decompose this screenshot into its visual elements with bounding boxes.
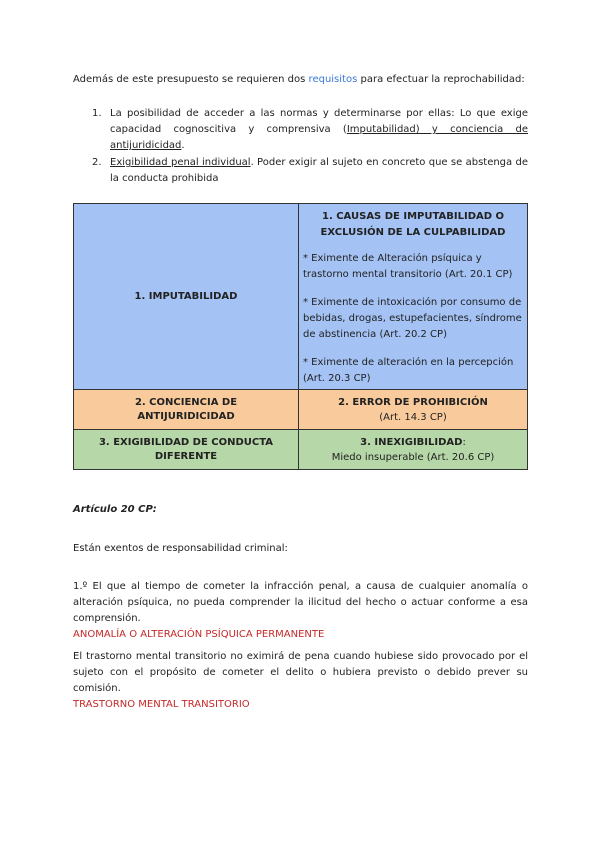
table-row <box>74 430 528 470</box>
red-label: TRASTORNO MENTAL TRANSITORIO <box>73 699 250 710</box>
article-intro: Están exentos de responsabilidad criminal: <box>73 543 288 554</box>
intro-paragraph <box>73 72 528 88</box>
article-heading: Artículo 20 CP: <box>73 504 157 515</box>
list-number: 1. <box>92 108 102 119</box>
list-text: Exigibilidad penal individual. Poder exigir al sujeto en concreto que se abstenga de la conducta prohibida <box>110 157 528 184</box>
intro-text: Además de este presupuesto se requieren dos <box>73 74 309 85</box>
red-label: ANOMALÍA O ALTERACIÓN PSÍQUICA PERMANENTE <box>73 629 325 640</box>
inexigibilidad-cell: 3. INEXIGIBILIDAD: Miedo insuperable (Art. 20.6 CP) <box>299 430 528 470</box>
causas-bullet: * Eximente de Alteración psíquica y trastorno mental transitorio (Art. 20.1 CP) <box>303 252 513 280</box>
causas-title: 1. CAUSAS DE IMPUTABILIDAD O EXCLUSIÓN DE LA CULPABILIDAD <box>320 210 506 238</box>
underlined-text: Exigibilidad penal individual <box>110 157 251 168</box>
exigibilidad-cell: 3. EXIGIBILIDAD DE CONDUCTA DIFERENTE <box>74 430 299 470</box>
requisitos-link[interactable]: requisitos <box>308 74 358 85</box>
intro-text-end: para efectuar la reprochabilidad: <box>357 74 525 85</box>
causas-cell <box>299 204 528 390</box>
table-row <box>74 390 528 430</box>
list-text: La posibilidad de acceder a las normas y determinarse por ellas: Lo que exige capacidad cognoscitiva y comprensiva (Imputabilidad) y conciencia de antijuridicidad. <box>110 108 528 151</box>
article-paragraph: 1.º El que al tiempo de cometer la infracción penal, a causa de cualquier anomalía o alteración psíquica, no pueda comprender la ilicitud del hecho o actuar conforme a esa comprensión. ANOMALÍA O ALTERACIÓN PSÍQUICA PERMANENTE <box>73 581 528 640</box>
underlined-text: Imputabilidad) y conciencia de antijuridicidad <box>110 124 528 151</box>
culpability-table <box>73 203 528 470</box>
causas-bullet: * Eximente de alteración en la percepción (Art. 20.3 CP) <box>303 356 514 384</box>
list-number: 2. <box>92 157 102 168</box>
causas-bullet: * Eximente de intoxicación por consumo de bebidas, drogas, estupefacientes, síndrome de abstinencia (Art. 20.2 CP) <box>303 296 522 340</box>
error-prohibicion-cell: 2. ERROR DE PROHIBICIÓN (Art. 14.3 CP) <box>299 390 528 430</box>
table-row <box>74 204 528 390</box>
imputabilidad-cell: 1. IMPUTABILIDAD <box>74 204 299 390</box>
conciencia-cell: 2. CONCIENCIA DE ANTIJURIDICIDAD <box>74 390 299 430</box>
article-paragraph: El trastorno mental transitorio no eximirá de pena cuando hubiese sido provocado por el sujeto con el propósito de cometer el delito o hubiera previsto o debido prever su comisión. TRASTORNO MENTAL TRANSITORIO <box>73 651 528 710</box>
